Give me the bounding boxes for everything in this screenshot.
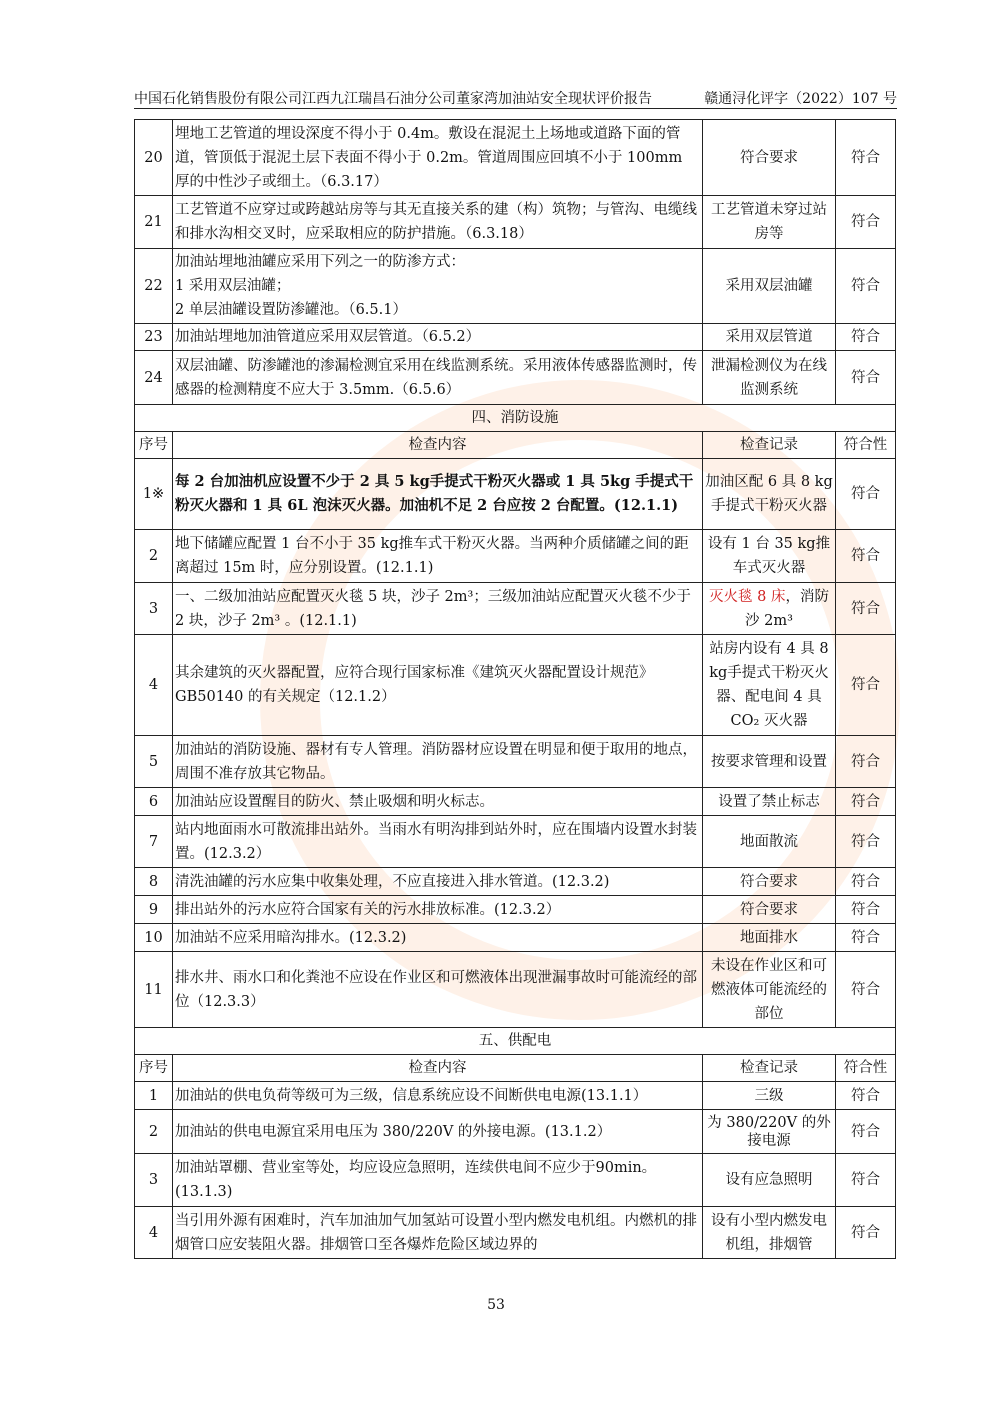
row-content: 加油站的消防设施、器材有专人管理。消防器材应设置在明显和便于取用的地点，周围不准存放其它物品。 bbox=[173, 736, 703, 788]
row-result: 符合 bbox=[836, 896, 896, 924]
row-content: 排出站外的污水应符合国家有关的污水排放标准。(12.3.2） bbox=[173, 896, 703, 924]
col-header-content: 检查内容 bbox=[173, 432, 703, 459]
row-content: 站内地面雨水可散流排出站外。当雨水有明沟排到站外时，应在围墙内设置水封装置。(12.3.2） bbox=[173, 816, 703, 868]
table-row bbox=[135, 583, 896, 635]
row-no: 24 bbox=[135, 351, 173, 405]
row-result: 符合 bbox=[836, 1154, 896, 1207]
row-no: 1※ bbox=[135, 459, 173, 530]
row-content-line: 加油站埋地油罐应采用下列之一的防渗方式： bbox=[175, 254, 465, 270]
row-no: 7 bbox=[135, 816, 173, 868]
row-content bbox=[173, 249, 703, 324]
row-record: 地面散流 bbox=[703, 816, 836, 868]
row-result: 符合 bbox=[836, 868, 896, 896]
table-row bbox=[135, 736, 896, 788]
table-row bbox=[135, 351, 896, 405]
section-title-fire: 四、消防设施 bbox=[135, 405, 896, 432]
inspection-table bbox=[134, 119, 896, 1259]
row-record: 采用双层管道 bbox=[703, 324, 836, 351]
table-row bbox=[135, 1207, 896, 1259]
col-header-content: 检查内容 bbox=[173, 1055, 703, 1082]
row-result: 符合 bbox=[836, 196, 896, 249]
record-highlight: 灭火毯 8 床 bbox=[709, 588, 786, 605]
row-record: 未设在作业区和可燃液体可能流经的部位 bbox=[703, 952, 836, 1028]
table-row bbox=[135, 952, 896, 1028]
row-record: 设置了禁止标志 bbox=[703, 788, 836, 816]
row-no: 2 bbox=[135, 530, 173, 583]
row-content-line: 2 单层油罐设置防渗罐池。（6.5.1） bbox=[175, 302, 407, 318]
column-header-row bbox=[135, 432, 896, 459]
row-no: 6 bbox=[135, 788, 173, 816]
col-header-no: 序号 bbox=[135, 1055, 173, 1082]
row-record: 三级 bbox=[703, 1082, 836, 1110]
row-result: 符合 bbox=[836, 924, 896, 952]
table-row bbox=[135, 249, 896, 324]
table-row bbox=[135, 196, 896, 249]
table-row bbox=[135, 896, 896, 924]
table-row bbox=[135, 816, 896, 868]
row-no: 20 bbox=[135, 120, 173, 196]
record-rest: ，消防沙 2m³ bbox=[745, 588, 829, 629]
row-result: 符合 bbox=[836, 1082, 896, 1110]
row-result: 符合 bbox=[836, 816, 896, 868]
row-content: 加油站埋地加油管道应采用双层管道。（6.5.2） bbox=[173, 324, 703, 351]
table-row bbox=[135, 459, 896, 530]
column-header-row bbox=[135, 1055, 896, 1082]
row-no: 9 bbox=[135, 896, 173, 924]
row-record: 符合要求 bbox=[703, 120, 836, 196]
section-title-row bbox=[135, 1028, 896, 1055]
section-title-row bbox=[135, 405, 896, 432]
row-no: 23 bbox=[135, 324, 173, 351]
row-no: 10 bbox=[135, 924, 173, 952]
row-content: 一、二级加油站应配置灭火毯 5 块，沙子 2m³；三级加油站应配置灭火毯不少于 2 块，沙子 2m³ 。(12.1.1) bbox=[173, 583, 703, 635]
row-no: 21 bbox=[135, 196, 173, 249]
row-result: 符合 bbox=[836, 736, 896, 788]
page-number: 53 bbox=[487, 1297, 505, 1313]
col-header-record: 检查记录 bbox=[703, 432, 836, 459]
row-content: 地下储罐应配置 1 台不小于 35 kg推车式干粉灭火器。当两种介质储罐之间的距离超过 15m 时，应分别设置。(12.1.1) bbox=[173, 530, 703, 583]
page-header bbox=[134, 86, 897, 109]
row-content: 其余建筑的灭火器配置，应符合现行国家标准《建筑灭火器配置设计规范》GB50140 的有关规定（12.1.2） bbox=[173, 635, 703, 736]
row-result: 符合 bbox=[836, 1207, 896, 1259]
table-row bbox=[135, 635, 896, 736]
row-content: 加油站的供电负荷等级可为三级，信息系统应设不间断供电电源(13.1.1） bbox=[173, 1082, 703, 1110]
row-result: 符合 bbox=[836, 952, 896, 1028]
row-result: 符合 bbox=[836, 635, 896, 736]
row-record: 采用双层油罐 bbox=[703, 249, 836, 324]
row-result: 符合 bbox=[836, 583, 896, 635]
row-result: 符合 bbox=[836, 249, 896, 324]
row-result: 符合 bbox=[836, 1110, 896, 1154]
row-record: 地面排水 bbox=[703, 924, 836, 952]
row-content: 埋地工艺管道的埋设深度不得小于 0.4m。敷设在混泥土上场地或道路下面的管道，管顶低于混泥土层下表面不得小于 0.2m。管道周围应回填不小于 100mm 厚的中性沙子或细土。（6.3.17） bbox=[173, 120, 703, 196]
row-no: 3 bbox=[135, 583, 173, 635]
table-row bbox=[135, 788, 896, 816]
table-row bbox=[135, 924, 896, 952]
row-record: 站房内设有 4 具 8 kg手提式干粉灭火器、配电间 4 具 CO₂ 灭火器 bbox=[703, 635, 836, 736]
row-content: 加油站不应采用暗沟排水。(12.3.2) bbox=[173, 924, 703, 952]
row-no: 3 bbox=[135, 1154, 173, 1207]
row-result: 符合 bbox=[836, 120, 896, 196]
row-content: 当引用外源有困难时，汽车加油加气加氢站可设置小型内燃发电机组。内燃机的排烟管口应安装阻火器。排烟管口至各爆炸危险区域边界的 bbox=[173, 1207, 703, 1259]
row-content: 清洗油罐的污水应集中收集处理，不应直接进入排水管道。(12.3.2) bbox=[173, 868, 703, 896]
row-record: 加油区配 6 具 8 kg手提式干粉灭火器 bbox=[703, 459, 836, 530]
col-header-result: 符合性 bbox=[836, 1055, 896, 1082]
row-record: 设有小型内燃发电机组，排烟管 bbox=[703, 1207, 836, 1259]
table-row bbox=[135, 1154, 896, 1207]
row-record: 为 380/220V 的外接电源 bbox=[703, 1110, 836, 1154]
row-record: 工艺管道未穿过站房等 bbox=[703, 196, 836, 249]
row-no: 2 bbox=[135, 1110, 173, 1154]
report-title: 中国石化销售股份有限公司江西九江瑞昌石油分公司董家湾加油站安全现状评价报告 bbox=[134, 91, 652, 107]
row-content-line: 1 采用双层油罐； bbox=[175, 278, 291, 294]
section-title-power: 五、供配电 bbox=[135, 1028, 896, 1055]
table-row bbox=[135, 1110, 896, 1154]
table-row bbox=[135, 530, 896, 583]
row-content: 双层油罐、防渗罐池的渗漏检测宜采用在线监测系统。采用液体传感器监测时，传感器的检测精度不应大于 3.5mm.（6.5.6） bbox=[173, 351, 703, 405]
row-no: 22 bbox=[135, 249, 173, 324]
table-row bbox=[135, 868, 896, 896]
report-number: 赣通浔化评字（2022）107 号 bbox=[704, 91, 897, 107]
col-header-record: 检查记录 bbox=[703, 1055, 836, 1082]
row-content: 加油站的供电电源宜采用电压为 380/220V 的外接电源。(13.1.2） bbox=[173, 1110, 703, 1154]
row-result: 符合 bbox=[836, 788, 896, 816]
row-no: 11 bbox=[135, 952, 173, 1028]
row-result: 符合 bbox=[836, 324, 896, 351]
row-no: 4 bbox=[135, 1207, 173, 1259]
row-result: 符合 bbox=[836, 459, 896, 530]
row-result: 符合 bbox=[836, 530, 896, 583]
row-record: 符合要求 bbox=[703, 868, 836, 896]
table-row bbox=[135, 1082, 896, 1110]
row-no: 4 bbox=[135, 635, 173, 736]
row-content: 加油站应设置醒目的防火、禁止吸烟和明火标志。 bbox=[173, 788, 703, 816]
row-record: 泄漏检测仪为在线监测系统 bbox=[703, 351, 836, 405]
row-result: 符合 bbox=[836, 351, 896, 405]
row-no: 1 bbox=[135, 1082, 173, 1110]
row-content: 工艺管道不应穿过或跨越站房等与其无直接关系的建（构）筑物；与管沟、电缆线和排水沟相交叉时，应采取相应的防护措施。（6.3.18） bbox=[173, 196, 703, 249]
row-no: 5 bbox=[135, 736, 173, 788]
table-row bbox=[135, 120, 896, 196]
col-header-no: 序号 bbox=[135, 432, 173, 459]
row-record: 符合要求 bbox=[703, 896, 836, 924]
row-record: 设有应急照明 bbox=[703, 1154, 836, 1207]
row-record bbox=[703, 583, 836, 635]
row-content: 每 2 台加油机应设置不少于 2 具 5 kg手提式干粉灭火器或 1 具 5kg 手提式干粉灭火器和 1 具 6L 泡沫灭火器。加油机不足 2 台应按 2 台配置。(12.1.1) bbox=[173, 459, 703, 530]
col-header-result: 符合性 bbox=[836, 432, 896, 459]
row-record: 设有 1 台 35 kg推车式灭火器 bbox=[703, 530, 836, 583]
table-row bbox=[135, 324, 896, 351]
row-content: 加油站罩棚、营业室等处，均应设应急照明，连续供电间不应少于90min。(13.1.3) bbox=[173, 1154, 703, 1207]
row-record: 按要求管理和设置 bbox=[703, 736, 836, 788]
row-content: 排水井、雨水口和化粪池不应设在作业区和可燃液体出现泄漏事故时可能流经的部位（12.3.3） bbox=[173, 952, 703, 1028]
row-no: 8 bbox=[135, 868, 173, 896]
